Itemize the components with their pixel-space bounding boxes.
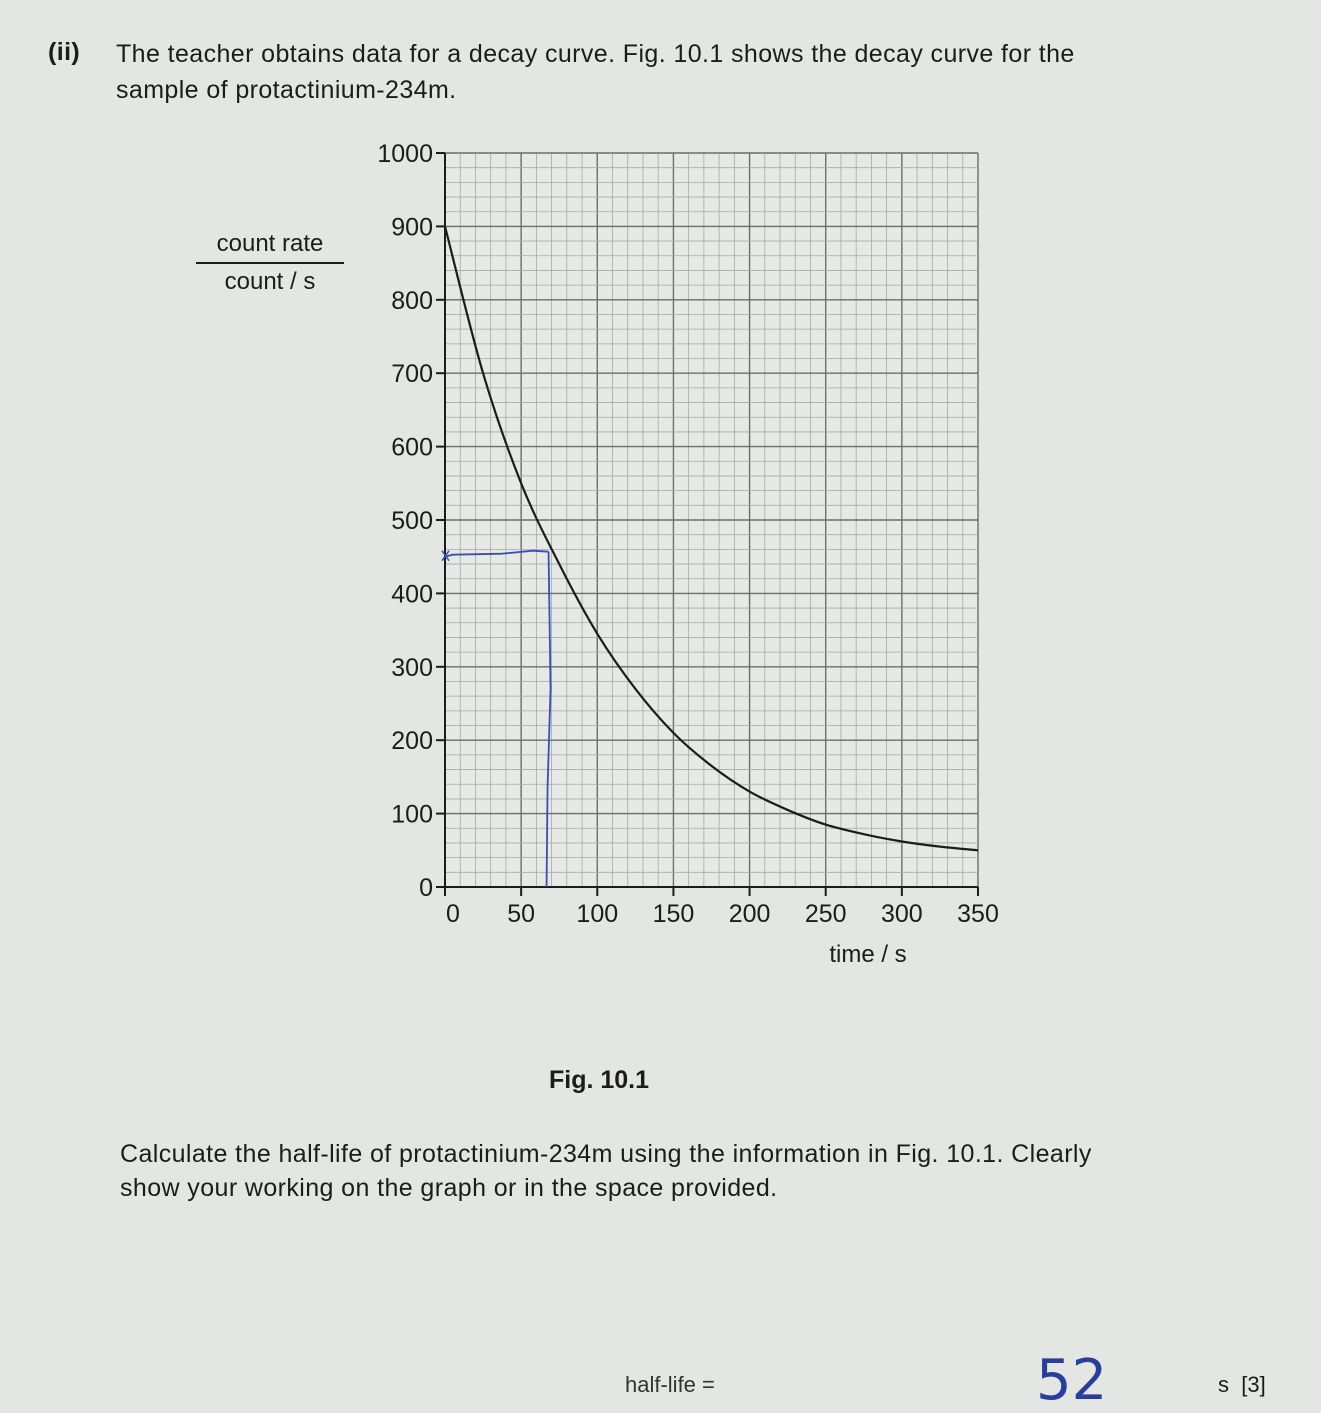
question-text-line-2: sample of protactinium-234m. [116, 76, 457, 104]
question-number: (ii) [48, 38, 81, 66]
y-tick-label: 100 [391, 800, 433, 829]
x-tick-label: 100 [576, 900, 619, 928]
marks-label: [3] [1241, 1372, 1266, 1397]
question-text-line-1: The teacher obtains data for a decay curve. Fig. 10.1 shows the decay curve for the [116, 40, 1075, 68]
x-tick-label: 200 [728, 900, 771, 928]
y-tick-label: 700 [391, 360, 433, 389]
figure-caption: Fig. 10.1 [549, 1066, 650, 1094]
y-tick-label: 200 [391, 727, 433, 756]
x-tick-label: 0 [446, 900, 460, 928]
y-tick-label: 500 [391, 507, 433, 535]
x-tick-label: 350 [957, 900, 999, 928]
y-axis-label-unit: count / s [224, 268, 316, 295]
y-tick-label: 800 [391, 286, 433, 315]
handwritten-answer: 52 [1036, 1348, 1108, 1413]
marks-allocation [1218, 1372, 1266, 1398]
y-tick-label: 600 [391, 433, 433, 462]
instruction-line-1: Calculate the half-life of protactinium-234m using the information in Fig. 10.1. Clearly [120, 1140, 1092, 1168]
x-tick-label: 300 [880, 900, 923, 928]
x-tick-label: 150 [652, 900, 695, 928]
y-tick-label: 900 [391, 213, 433, 242]
answer-unit: s [1218, 1372, 1229, 1397]
answer-prefix: half-life = [625, 1372, 715, 1397]
x-tick-label: 250 [804, 900, 847, 928]
y-axis-label-quantity: count rate [196, 230, 344, 264]
y-tick-label: 0 [419, 874, 433, 902]
y-tick-label: 1000 [377, 140, 433, 168]
y-tick-label: 400 [391, 580, 433, 609]
instruction-line-2: show your working on the graph or in the space provided. [120, 1174, 778, 1202]
y-tick-label: 300 [391, 653, 433, 682]
x-axis-label: time / s [829, 941, 907, 968]
x-tick-label: 50 [507, 900, 536, 928]
